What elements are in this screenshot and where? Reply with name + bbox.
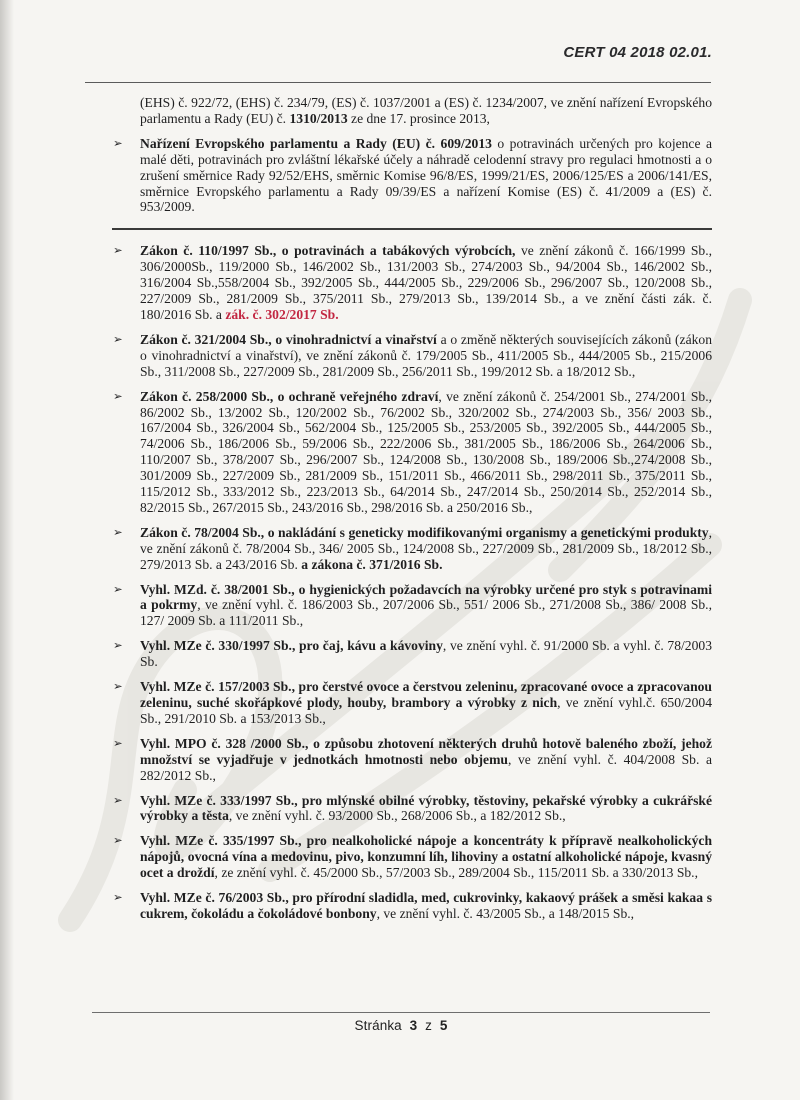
header-rule [85, 82, 711, 83]
footer-total-pages: 5 [439, 1018, 448, 1033]
law-item [113, 524, 712, 573]
footer-of-word: z [425, 1018, 432, 1033]
law-item [113, 890, 712, 922]
text-run: Vyhl. MZd. č. 38/2001 Sb., o hygienických požadavcích na výrobky určené pro styk s potravinami a pokrmy [140, 581, 712, 613]
text-run: Vyhl. MZe č. 76/2003 Sb., pro přírodní sladidla, med, cukrovinky, kakaový prášek a směsi kakaa s cukrem, čokoládu a čokoládové bonbony [140, 890, 712, 921]
law-item [113, 638, 712, 670]
text-run: , ze znění vyhl. č. 45/2000 Sb., 57/2003 Sb., 289/2004 Sb., 115/2011 Sb. a 330/2013 Sb., [214, 865, 698, 881]
bullet-arrow-icon: ➢ [113, 583, 123, 596]
text-run: , ve znění zákonů č. 254/2001 Sb., 274/2001 Sb., 86/2002 Sb., 13/2002 Sb., 120/2002 Sb., 76/2002 Sb., 320/2002 Sb., 274/2003 Sb., 356/ 2003 Sb., 167/2004 Sb., 326/2004 Sb., 562/2004 Sb., 125/2005 Sb., 253/2005 Sb., 392/2005 Sb., 444/2005 Sb., 74/2006 Sb., 186/2006 Sb., 59/2006 Sb., 222/2006 Sb., 381/2005 Sb., 186/2006 Sb., 264/2006 Sb., 110/2007 Sb., 378/2007 Sb., 296/2007 Sb., 124/2008 Sb., 130/2008 Sb., 189/2006 Sb.,274/2008 Sb., 301/2009 Sb., 227/2009 Sb., 281/2009 Sb., 151/2011 Sb., 466/2011 Sb., 298/2011 Sb., 375/2011 Sb., 115/2012 Sb., 333/2012 Sb., 223/2013 Sb., 64/2014 Sb., 247/2014 Sb., 250/2014 Sb., 252/2014 Sb., 82/2015 Sb., 267/2015 Sb., 243/2016 Sb., 298/2016 Sb. a 250/2016 Sb., [140, 388, 712, 515]
text-run: , ve znění vyhl. č. 43/2005 Sb., a 148/2015 Sb., [376, 905, 635, 921]
text-run: Vyhl. MZe č. 335/1997 Sb., pro nealkoholické nápoje a koncentráty k přípravě nealkoholických nápojů, ovocná vína a medovinu, pivo, konzumní líh, lihoviny a ostatní alkoholické nápoje, kvasný ocet a droždí [140, 833, 712, 881]
continuation-paragraph [140, 95, 712, 127]
text-run: Zákon č. 110/1997 Sb., o potravinách a tabákových výrobcích, [140, 243, 516, 259]
footer-prefix: Stránka [354, 1018, 402, 1033]
text-run: , ve znění zákonů č. 78/2004 Sb., 346/ 2005 Sb., 124/2008 Sb., 227/2009 Sb., 281/2009 Sb., 18/2012 Sb., 279/2013 Sb. a 243/2016 Sb. [140, 524, 712, 572]
page-footer [92, 1012, 710, 1033]
section-divider [112, 228, 712, 230]
text-run: Vyhl. MZe č. 333/1997 Sb., pro mlýnské obilné výrobky, těstoviny, pekařské výrobky a cukrářské výrobky a těsta [140, 792, 712, 824]
bullet-arrow-icon: ➢ [113, 137, 123, 150]
text-run: Zákon č. 78/2004 Sb., o nakládání s geneticky modifikovanými organismy a genetickými produkty [140, 524, 709, 540]
bullet-arrow-icon: ➢ [113, 390, 123, 403]
text-run: zák. č. 302/2017 Sb. [225, 306, 339, 322]
text-run: a o změně některých souvisejících zákonů (zákon o vinohradnictví a vinařství), ve znění zákonů č. 179/2005 Sb., 411/2005 Sb., 444/2005 Sb., 215/2006 Sb., 311/2008 Sb., 227/2009 Sb., 281/2009 Sb., 256/2011 Sb., 199/2012 Sb. a 18/2012 Sb., [140, 331, 712, 379]
bullet-arrow-icon: ➢ [113, 835, 123, 848]
bullet-arrow-icon: ➢ [113, 526, 123, 539]
law-item [113, 388, 712, 516]
text-run: , ve znění vyhl. č. 186/2003 Sb., 207/2006 Sb., 551/ 2006 Sb., 271/2008 Sb., 386/ 2008 Sb., 127/ 2009 Sb. a 111/2011 Sb., [140, 597, 712, 629]
law-item [113, 833, 712, 881]
law-item [113, 331, 712, 380]
text-run: o potravinách určených pro kojence a malé děti, potravinách pro zvláštní lékařské účely a náhradě celodenní stravy pro regulaci hmotnosti a o zrušení směrnice Rady 92/52/EHS, směrnic Komise 96/8/ES, 1999/21/ES, 2006/125/ES a 2006/141/ES, směrnice Evropského parlamentu a Rady 09/39/ES a nařízení Komise (ES) č. 41/2009 a (ES) č. 953/2009. [140, 135, 713, 215]
text-run: Vyhl. MZe č. 330/1997 Sb., pro čaj, kávu a kávoviny [140, 638, 443, 654]
bullet-arrow-icon: ➢ [113, 245, 123, 258]
text-run: Vyhl. MZe č. 157/2003 Sb., pro čerstvé ovoce a čerstvou zeleninu, zpracované ovoce a zpracovanou zeleninu, suché skořápkové plody, houby, brambory a výrobky z nich [140, 679, 712, 710]
text-run: , ve znění vyhl.č. 650/2004 Sb., 291/2010 Sb. a 153/2013 Sb., [140, 695, 712, 726]
bullet-arrow-icon: ➢ [113, 640, 123, 653]
scan-edge-shadow [0, 0, 14, 1100]
text-run: , ve znění vyhl. č. 93/2000 Sb., 268/2006 Sb., a 182/2012 Sb., [228, 808, 566, 824]
law-item [113, 792, 712, 825]
law-item [113, 735, 712, 784]
law-item [113, 135, 713, 216]
text-run: a zákona č. 371/2016 Sb. [297, 556, 443, 572]
text-run: , ve znění vyhl. č. 91/2000 Sb. a vyhl. č. 78/2003 Sb. [140, 638, 712, 670]
bullet-arrow-icon: ➢ [113, 681, 123, 694]
bullet-arrow-icon: ➢ [113, 794, 123, 807]
bullet-arrow-icon: ➢ [113, 333, 123, 346]
bullet-arrow-icon: ➢ [113, 892, 123, 905]
text-run: ze dne 17. prosince 2013, [347, 110, 490, 126]
bullet-arrow-icon: ➢ [113, 737, 123, 750]
text-run: ve znění zákonů č. 166/1999 Sb., 306/2000Sb., 119/2000 Sb., 146/2002 Sb., 131/2003 Sb., 274/2003 Sb., 94/2004 Sb., 146/2002 Sb., 316/2004 Sb.,558/2004 Sb., 392/2005 Sb., 444/2005 Sb., 229/2006 Sb., 296/2007 Sb., 120/2008 Sb., 227/2009 Sb., 281/2009 Sb., 375/2011 Sb., 279/2013 Sb., 139/2014 Sb., a ve znění části zák. č. 180/2016 Sb. a [140, 243, 712, 322]
footer-page-number: 3 [409, 1018, 418, 1033]
text-run: Nařízení Evropského parlamentu a Rady (EU) č. 609/2013 [140, 135, 492, 151]
law-item [113, 581, 712, 630]
text-run: 1310/2013 [289, 110, 348, 126]
law-list [113, 95, 713, 931]
text-run: Vyhl. MPO č. 328 /2000 Sb., o způsobu zhotovení některých druhů hotově baleného zboží, jehož množství se vyjadřuje v jednotkách hmotnosti nebo objemu [140, 735, 712, 767]
text-run: Zákon č. 258/2000 Sb., o ochraně veřejného zdraví [140, 388, 439, 404]
law-item [113, 679, 712, 727]
header-document-code: CERT 04 2018 02.01. [563, 44, 712, 61]
text-run: Zákon č. 321/2004 Sb., o vinohradnictví a vinařství [140, 331, 437, 347]
law-item [113, 243, 712, 323]
text-run: , ve znění vyhl. č. 404/2008 Sb. a 282/2012 Sb., [140, 751, 712, 783]
text-run: (EHS) č. 922/72, (EHS) č. 234/79, (ES) č. 1037/2001 a (ES) č. 1234/2007, ve znění nařízení Evropského parlamentu a Rady (EU) č. [140, 95, 712, 126]
